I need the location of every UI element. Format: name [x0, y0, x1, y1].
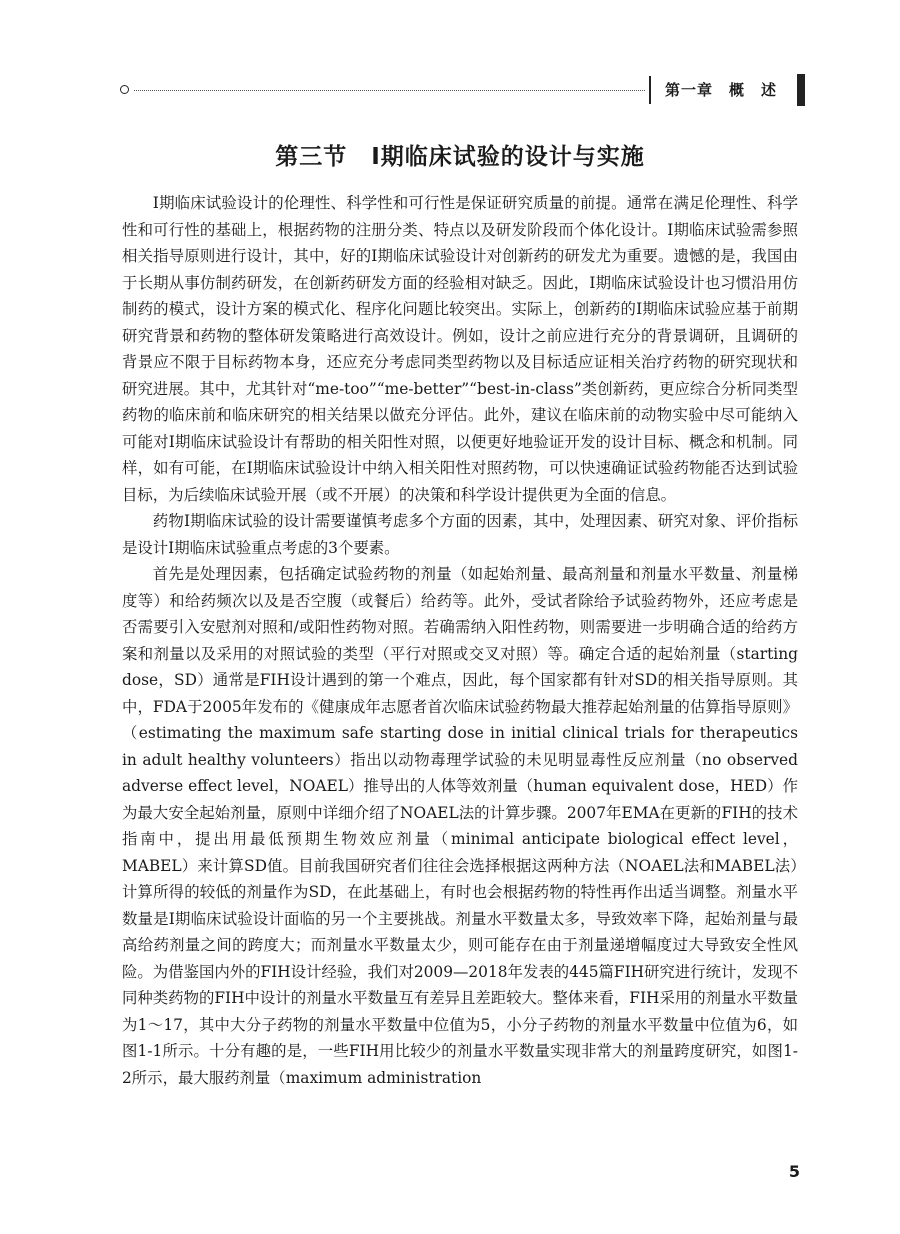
running-header — [120, 74, 805, 108]
header-end-bar — [797, 74, 805, 106]
header-circle-icon — [120, 85, 129, 94]
header-dotted-rule — [134, 90, 645, 91]
paragraph-1: Ⅰ期临床试验设计的伦理性、科学性和可行性是保证研究质量的前提。通常在满足伦理性、科学性和可行性的基础上，根据药物的注册分类、特点以及研发阶段而个体化设计。Ⅰ期临床试验需参照相关指导原则进行设计，其中，好的Ⅰ期临床试验设计对创新药的研发尤为重要。遗憾的是，我国由于长期从事仿制药研发，在创新药研发方面的经验相对缺乏。因此，Ⅰ期临床试验设计也习惯沿用仿制药的模式，设计方案的模式化、程序化问题比较突出。实际上，创新药的Ⅰ期临床试验应基于前期研究背景和药物的整体研发策略进行高效设计。例如，设计之前应进行充分的背景调研，且调研的背景应不限于目标药物本身，还应充分考虑同类型药物以及目标适应证相关治疗药物的研究现状和研究进展。其中，尤其针对“me-too”“me-better”“best-in-class”类创新药，更应综合分析同类型药物的临床前和临床研究的相关结果以做充分评估。此外，建议在临床前的动物实验中尽可能纳入可能对Ⅰ期临床试验设计有帮助的相关阳性对照，以便更好地验证开发的设计目标、概念和机制。同样，如有可能，在Ⅰ期临床试验设计中纳入相关阳性对照药物，可以快速确证试验药物能否达到试验目标，为后续临床试验开展（或不开展）的决策和科学设计提供更为全面的信息。 — [122, 194, 798, 504]
section-title: 第三节 Ⅰ期临床试验的设计与实施 — [275, 144, 645, 170]
paragraph-2: 药物Ⅰ期临床试验的设计需要谨慎考虑多个方面的因素，其中，处理因素、研究对象、评价指标是设计Ⅰ期临床试验重点考虑的3个要素。 — [122, 512, 798, 557]
page-number: 5 — [788, 1162, 800, 1181]
paragraph-3: 首先是处理因素，包括确定试验药物的剂量（如起始剂量、最高剂量和剂量水平数量、剂量梯度等）和给药频次以及是否空腹（或餐后）给药等。此外，受试者除给予试验药物外，还应考虑是否需要引入安慰剂对照和/或阳性药物对照。若确需纳入阳性药物，则需要进一步明确合适的给药方案和剂量以及采用的对照试验的类型（平行对照或交叉对照）等。确定合适的起始剂量（starting dose，SD）通常是FIH设计遇到的第一个难点，因此，每个国家都有针对SD的相关指导原则。其中，FDA于2005年发布的《健康成年志愿者首次临床试验药物最大推荐起始剂量的估算指导原则》（estimating the maximum safe starting dose in initial clinical trials for therapeutics in adult healthy volunteers）指出以动物毒理学试验的未见明显毒性反应剂量（no observed adverse effect level，NOAEL）推导出的人体等效剂量（human equivalent dose，HED）作为最大安全起始剂量，原则中详细介绍了NOAEL法的计算步骤。2007年EMA在更新的FIH的技术指南中，提出用最低预期生物效应剂量（minimal anticipate biological effect level，MABEL）来计算SD值。目前我国研究者们往往会选择根据这两种方法（NOAEL法和MABEL法）计算所得的较低的剂量作为SD，在此基础上，有时也会根据药物的特性再作出适当调整。剂量水平数量是Ⅰ期临床试验设计面临的另一个主要挑战。剂量水平数量太多，导致效率下降，起始剂量与最高给药剂量之间的跨度大；而剂量水平数量太少，则可能存在由于剂量递增幅度过大导致安全性风险。为借鉴国内外的FIH设计经验，我们对2009—2018年发表的445篇FIH研究进行统计，发现不同种类药物的FIH中设计的剂量水平数量互有差异且差距较大。整体来看，FIH采用的剂量水平数量为1～17，其中大分子药物的剂量水平数量中位值为5，小分子药物的剂量水平数量中位值为6，如图1-1所示。十分有趣的是，一些FIH用比较少的剂量水平数量实现非常大的剂量跨度研究，如图1-2所示，最大服药剂量（maximum administration — [122, 565, 798, 1087]
chapter-label: 第一章 概 述 — [649, 76, 791, 104]
body-text — [122, 190, 798, 1091]
